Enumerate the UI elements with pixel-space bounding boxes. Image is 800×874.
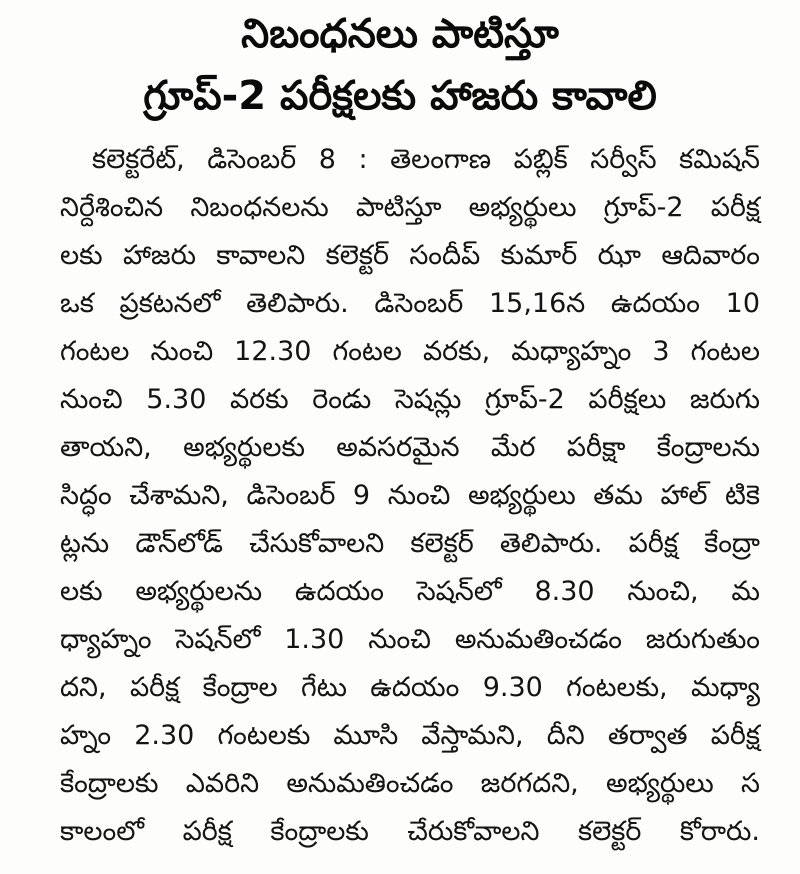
body-line: ట్లను డౌన్‌లోడ్ చేసుకోవాలని కలెక్టర్ తెలిపారు. పరీక్ష కేంద్రా [60, 528, 760, 559]
body-line: హ్నం 2.30 గంటలకు మూసి వేస్తామని, దీని తర్వాత పరీక్ష [60, 720, 760, 751]
body-line: సిద్ధం చేశామని, డిసెంబర్ 9 నుంచి అభ్యర్థులు తమ హాల్ టికె [60, 480, 760, 511]
body-line: కలెక్టరేట్, డిసెంబర్ 8 : తెలంగాణ పబ్లిక్ సర్వీస్ కమిషన్ [92, 144, 760, 175]
headline-line-1: నిబంధనలు పాటిస్తూ [241, 11, 559, 57]
headline-line-2: గ్రూప్-2 పరీక్షలకు హాజరు కావాలి [143, 73, 657, 119]
body-line: కేంద్రాలకు ఎవరిని అనుమతించడం జరగదని, అభ్యర్థులు స [60, 768, 760, 799]
body-line: తాయని, అభ్యర్థులకు అవసరమైన మేర పరీక్షా కేంద్రాలను [60, 432, 760, 463]
body-line: దని, పరీక్ష కేంద్రాల గేటు ఉదయం 9.30 గంటలకు, మధ్యా [60, 672, 760, 703]
body-line: ధ్యాహ్నం సెషన్‌లో 1.30 నుంచి అనుమతించడం జరుగుతుం [60, 624, 760, 655]
body-line: కాలంలో పరీక్ష కేంద్రాలకు చేరుకోవాలని కలెక్టర్ కోరారు. [60, 816, 760, 847]
body-line: లకు హాజరు కావాలని కలెక్టర్ సందీప్ కుమార్ ఝా ఆదివారం [60, 240, 760, 271]
body-line: ఒక ప్రకటనలో తెలిపారు. డిసెంబర్ 15,16న ఉదయం 10 [60, 288, 760, 319]
body-line: లకు అభ్యర్థులను ఉదయం సెషన్‌లో 8.30 నుంచి, మ [60, 576, 760, 607]
body-line: నిర్దేశించిన నిబంధనలను పాటిస్తూ అభ్యర్థులు గ్రూప్-2 పరీక్ష [60, 192, 760, 223]
body-line: నుంచి 5.30 వరకు రెండు సెషన్లు గ్రూప్-2 పరీక్షలు జరుగు [60, 384, 760, 415]
body-line: గంటల నుంచి 12.30 గంటల వరకు, మధ్యాహ్నం 3 గంటల [60, 336, 760, 367]
